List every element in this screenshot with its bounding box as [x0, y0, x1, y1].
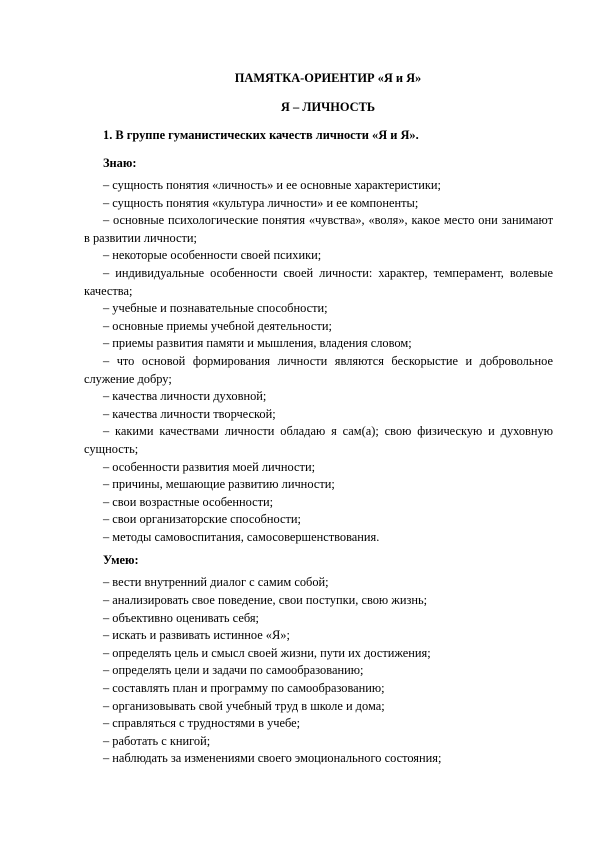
list-item: – какими качествами личности обладаю я сам(а); свою физическую и духовную сущность; — [84, 424, 553, 456]
list-item: – вести внутренний диалог с самим собой; — [103, 575, 329, 590]
list-item: – свои организаторские способности; — [103, 512, 301, 527]
can-label: Умею: — [103, 553, 139, 568]
list-item: – анализировать свое поведение, свои поступки, свою жизнь; — [103, 593, 428, 608]
list-item: – учебные и познавательные способности; — [103, 301, 328, 316]
list-item: – качества личности творческой; — [103, 406, 276, 421]
list-item: – наблюдать за изменениями своего эмоционального состояния; — [103, 751, 442, 766]
list-item: – приемы развития памяти и мышления, владения словом; — [103, 336, 412, 351]
list-item: – работать с книгой; — [103, 733, 211, 748]
section-heading: 1. В группе гуманистических качеств личности «Я и Я». — [103, 128, 419, 142]
list-item: – что основой формирования личности являются бескорыстие и добровольное служение добру; — [84, 353, 553, 386]
list-item: – методы самовоспитания, самосовершенствования. — [103, 529, 380, 544]
list-item: – причины, мешающие развитию личности; — [103, 477, 335, 492]
list-item: – объективно оценивать себя; — [103, 610, 259, 625]
document-title: ПАМЯТКА-ОРИЕНТИР «Я и Я» — [234, 71, 422, 85]
list-item: – сущность понятия «личность» и ее основные характеристики; — [103, 178, 441, 192]
know-list — [84, 177, 553, 546]
list-item: – сущность понятия «культура личности» и ее компоненты; — [103, 195, 419, 210]
can-list — [84, 574, 553, 768]
list-item: – организовывать свой учебный труд в школе и дома; — [103, 698, 385, 713]
list-item: – основные психологические понятия «чувства», «воля», какое место они занимают в развитии личности; — [84, 213, 553, 245]
list-item: – составлять план и программу по самообразованию; — [103, 681, 385, 696]
list-item: – справляться с трудностями в учебе; — [103, 716, 301, 731]
list-item: – определять цели и задачи по самообразованию; — [103, 663, 364, 678]
list-item: – определять цель и смысл своей жизни, пути их достижения; — [103, 645, 431, 660]
list-item: – искать и развивать истинное «Я»; — [103, 628, 290, 643]
list-item: – свои возрастные особенности; — [103, 494, 274, 509]
list-item: – индивидуальные особенности своей личности: характер, темперамент, волевые качества; — [84, 265, 553, 298]
list-item: – основные приемы учебной деятельности; — [103, 318, 332, 333]
document-subtitle: Я – ЛИЧНОСТЬ — [280, 100, 376, 114]
document-content — [84, 70, 553, 768]
know-label: Знаю: — [103, 156, 137, 170]
list-item: – некоторые особенности своей психики; — [103, 248, 322, 263]
list-item: – особенности развития моей личности; — [103, 459, 316, 474]
list-item: – качества личности духовной; — [103, 389, 267, 404]
